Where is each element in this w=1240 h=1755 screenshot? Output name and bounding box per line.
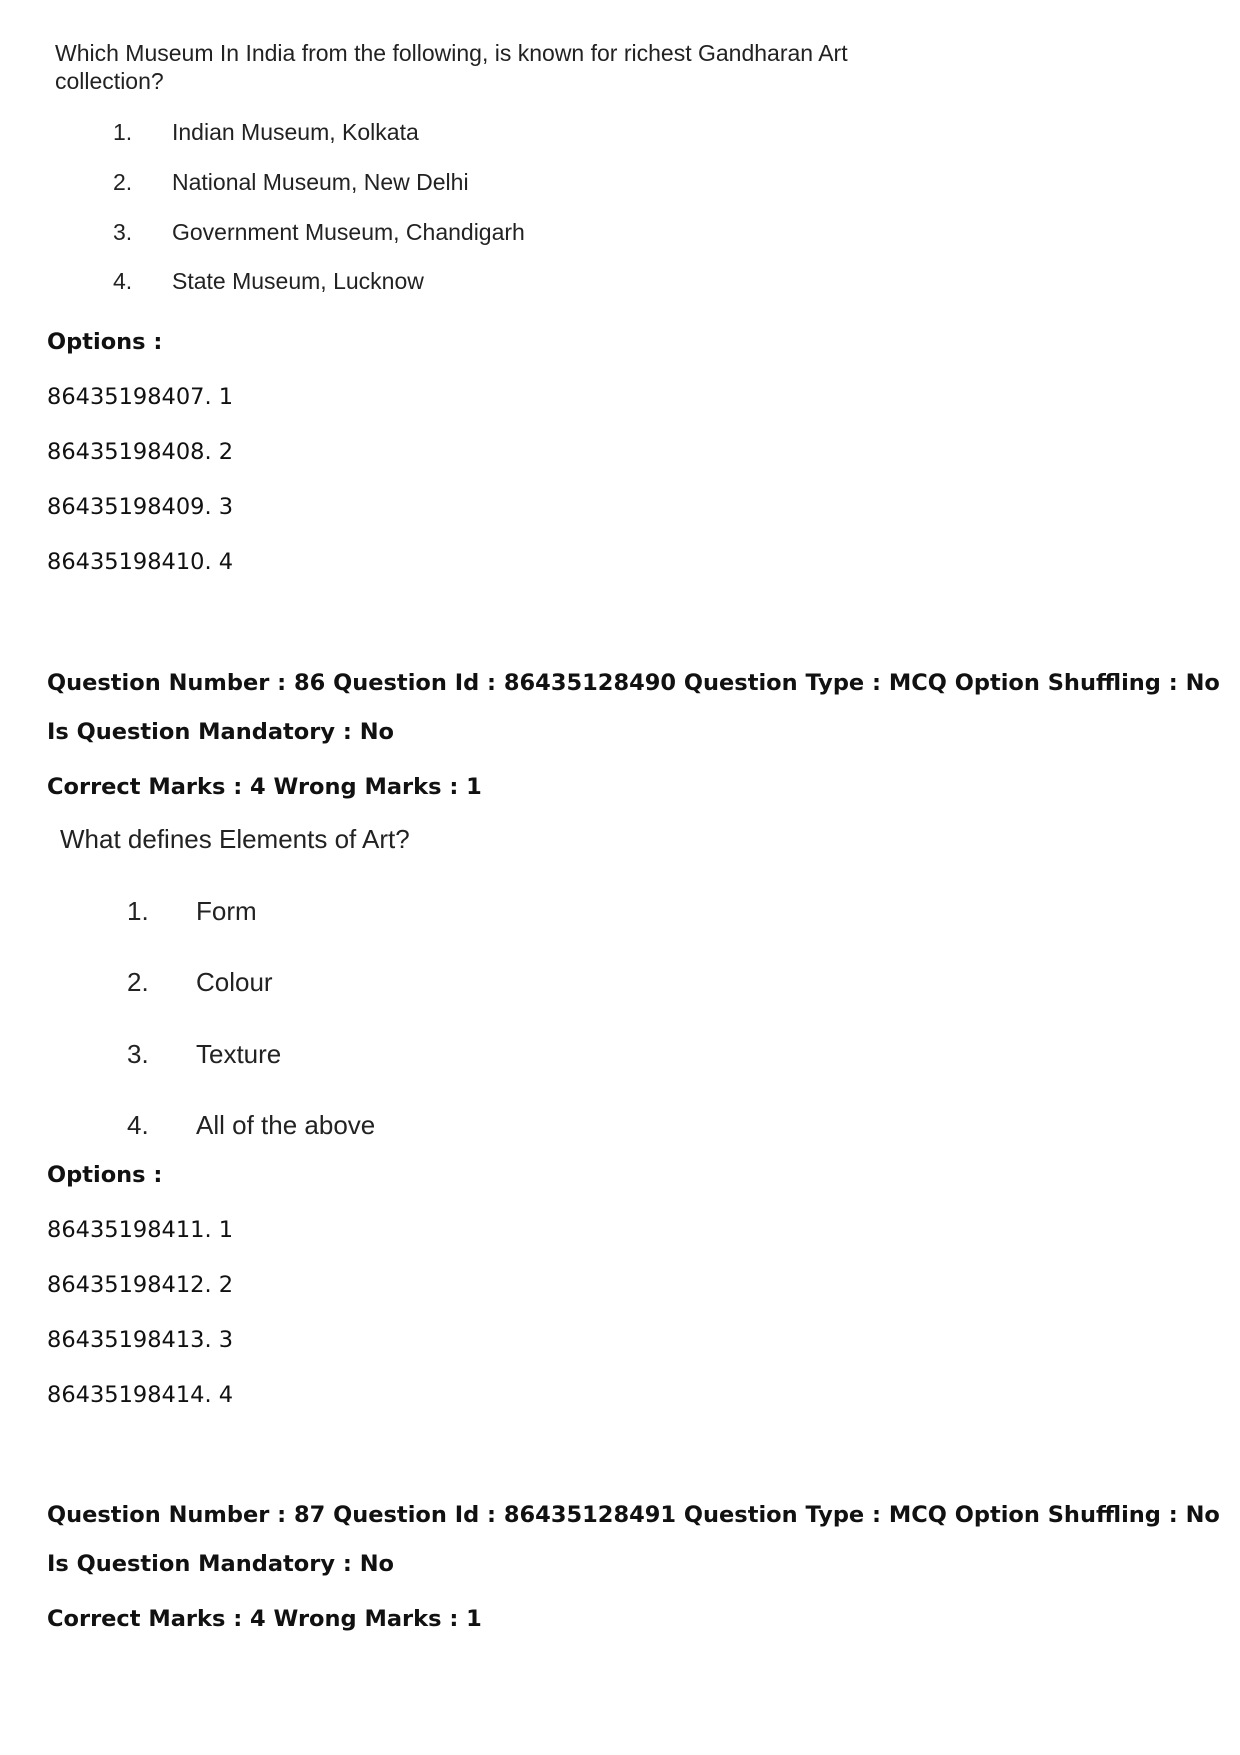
option-item: 86435198414. 4 (47, 1382, 234, 1408)
choice-number: 2. (127, 967, 149, 997)
options-heading: Options : (47, 329, 163, 355)
option-item: 86435198412. 2 (47, 1272, 234, 1298)
question-text: What defines Elements of Art? (60, 824, 410, 854)
choice-number: 4. (127, 1110, 149, 1140)
choice-number: 1. (113, 119, 133, 145)
choice-number: 3. (127, 1039, 149, 1069)
option-item: 86435198407. 1 (47, 384, 234, 410)
choice-number: 2. (113, 169, 133, 195)
choice-label: Colour (196, 967, 273, 997)
question-text: Which Museum In India from the following, is known for richest Gandharan Art (55, 40, 848, 66)
choice-label: Government Museum, Chandigarh (172, 219, 525, 245)
choice-label: All of the above (196, 1110, 376, 1140)
choice-number: 3. (113, 219, 133, 245)
choice-label: National Museum, New Delhi (172, 169, 469, 195)
option-item: 86435198413. 3 (47, 1327, 234, 1353)
question-text-continued: collection? (55, 68, 164, 94)
option-item: 86435198411. 1 (47, 1217, 234, 1243)
choice-label: Form (196, 896, 257, 926)
options-heading: Options : (47, 1162, 163, 1188)
option-item: 86435198409. 3 (47, 494, 234, 520)
question-header: Question Number : 87 Question Id : 86435128491 Question Type : MCQ Option Shuffling : No (47, 1502, 1220, 1528)
choice-number: 1. (127, 896, 149, 926)
choice-label: State Museum, Lucknow (172, 268, 424, 294)
choice-label: Indian Museum, Kolkata (172, 119, 419, 145)
question-mandatory: Is Question Mandatory : No (47, 1551, 394, 1577)
question-header: Question Number : 86 Question Id : 86435128490 Question Type : MCQ Option Shuffling : No (47, 670, 1220, 696)
question-mandatory: Is Question Mandatory : No (47, 719, 394, 745)
question-marks: Correct Marks : 4 Wrong Marks : 1 (47, 1606, 482, 1632)
choice-label: Texture (196, 1039, 282, 1069)
question-marks: Correct Marks : 4 Wrong Marks : 1 (47, 774, 482, 800)
choice-number: 4. (113, 268, 133, 294)
option-item: 86435198410. 4 (47, 549, 234, 575)
option-item: 86435198408. 2 (47, 439, 234, 465)
